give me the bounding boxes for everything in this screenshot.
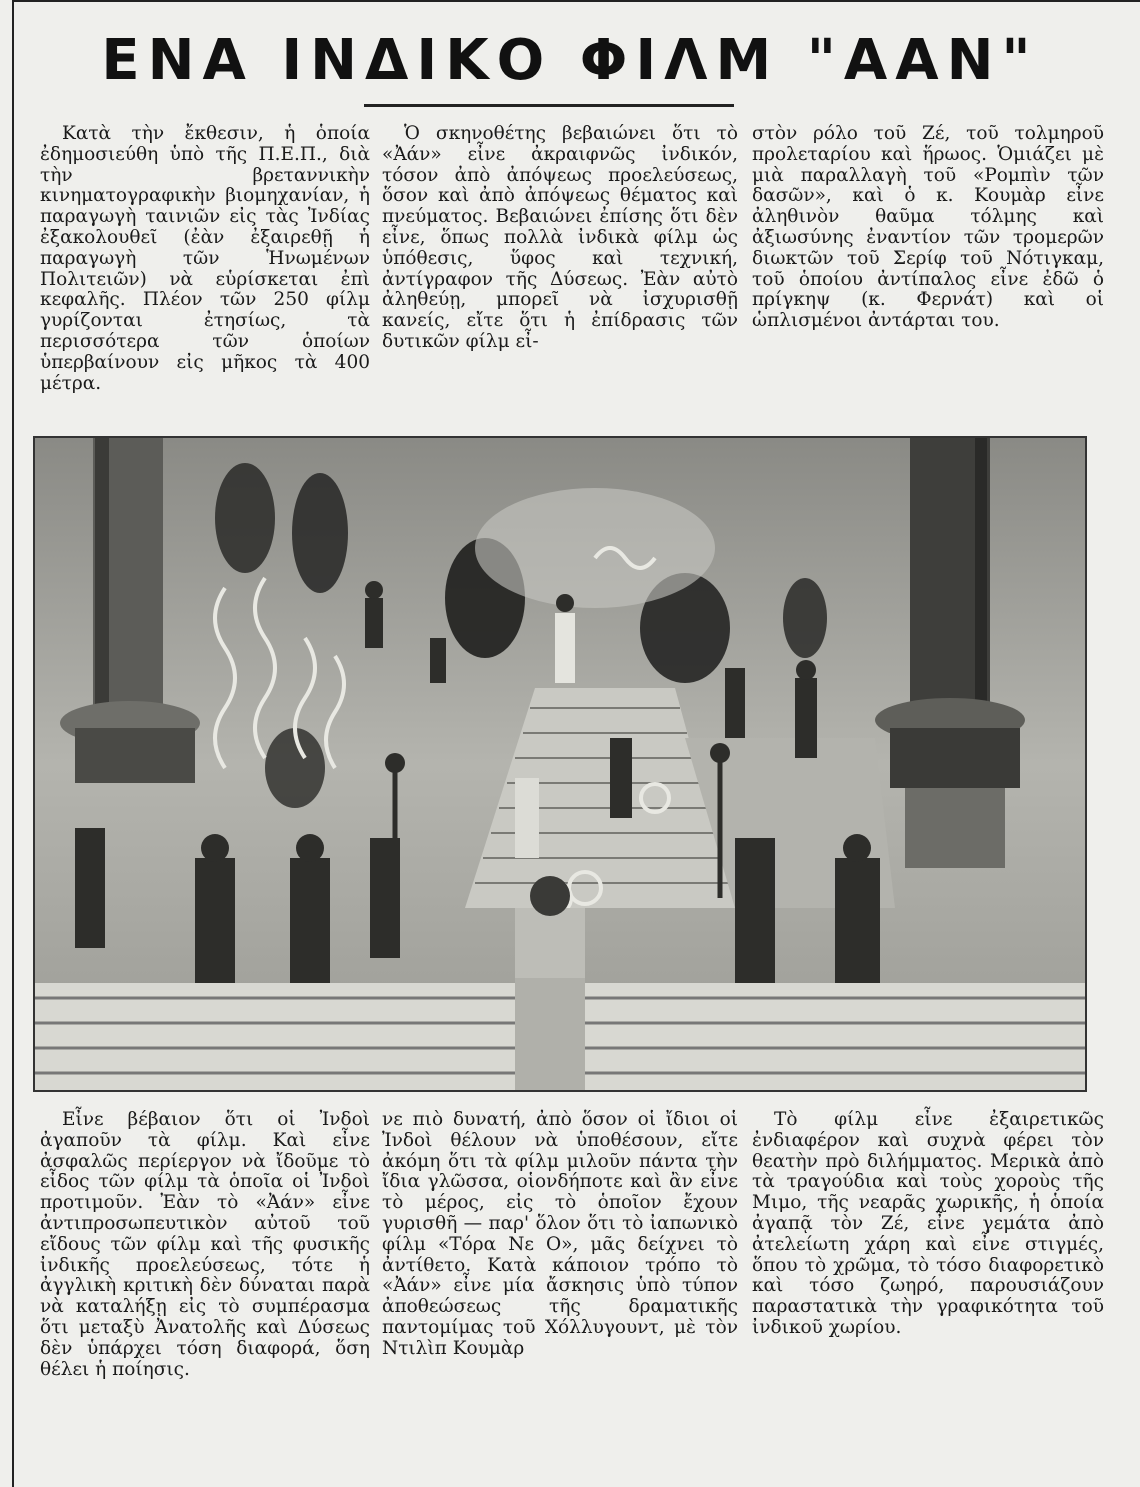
page-left-border — [12, 0, 14, 1487]
paragraph: Τὸ φίλμ εἶνε ἐξαιρετικῶς ἐνδιαφέρον καὶ συχνὰ φέρει τὸν θεατὴν πρὸ διλήμματος. Μερικὰ ἀπὸ τὰ τραγούδια καὶ τοὺς χοροὺς τῆς Μιμο, τῆς νεαρᾶς χωρικῆς, ἡ ὁποία ἀγαπᾷ τὸν Ζέ, εἶνε γεμάτα ἀπὸ ἀτελείωτη χάρη καὶ εἶνε στιγμές, ὅπου τὸ χρῶμα, τὸ τόσο διαφορετικὸ καὶ τόσο ζωηρό, παρουσιάζουν παραστατικὰ τὴν γραφικότητα τοῦ ἰνδικοῦ χωρίου. — [752, 1109, 1104, 1338]
film-still-illustration — [35, 438, 1085, 1090]
article-column-bottom-1 — [40, 1110, 370, 1380]
paragraph: Εἶνε βέβαιον ὅτι οἱ Ἰνδοὶ ἀγαποῦν τὰ φίλμ. Καὶ εἶνε ἀσφαλῶς περίεργον νὰ ἴδοῦμε τὸ εἶδος τῶν φίλμ τὰ ὁποῖα οἱ Ἰνδοὶ προτιμοῦν. Ἐὰν τὸ «Ἀάν» εἶνε ἀντιπροσωπευτικὸν αὐτοῦ τοῦ εἴδους τῶν φίλμ καὶ τῆς φυσικῆς ἰνδικῆς προελεύσεως, τότε ἡ ἀγγλικὴ κριτικὴ δὲν δύναται παρὰ νὰ καταλήξῃ εἰς τὸ συμπέρασμα ὅτι μεταξὺ Ἀνατολῆς καὶ Δύσεως δὲν ὑπάρχει τόση διαφορά, ὅση θέλει ἡ ποίησις. — [40, 1109, 370, 1380]
paragraph: νε πιὸ δυνατή, ἀπὸ ὅσον οἱ ἴδιοι οἱ Ἰνδοὶ θέλουν νὰ ὑποθέσουν, εἴτε ἀκόμη ὅτι τὰ φίλμ μιλοῦν πάντα τὴν ἴδια γλῶσσα, οἱονδήποτε καὶ ἂν εἶνε τὸ μέρος, εἰς τὸ ὁποῖον ἔχουν γυρισθῆ — παρ' ὅλον ὅτι τὸ ἰαπωνικὸ φίλμ «Τόρα Νε Ο», μᾶς δείχνει τὸ ἀντίθετο. Κατὰ κάποιον τρόπο τὸ «Ἀάν» εἶνε μία ἄσκησις ὑπὸ τύπον ἀποθεώσεως τῆς δραματικῆς παντομίμας τοῦ Χόλλυγουντ, μὲ τὸν Ντιλὶπ Κουμὰρ — [382, 1109, 738, 1359]
article-column-top-2 — [382, 124, 738, 353]
page-top-border — [12, 0, 1140, 2]
paragraph: Ὁ σκηνοθέτης βεβαιώνει ὅτι τὸ «Ἀάν» εἶνε ἀκραιφνῶς ἰνδικόν, τόσον ἀπὸ ἀπόψεως προελεύσεως, ὅσον καὶ ἀπὸ ἀπόψεως θέματος καὶ πνεύματος. Βεβαιώνει ἐπίσης ὅτι δὲν εἶνε, ὅπως πολλὰ ἰνδικὰ φίλμ ὡς ὑπόθεσις, ὕφος καὶ τεχνική, ἀντίγραφον τῆς Δύσεως. Ἐὰν αὐτὸ ἀληθεύῃ, μπορεῖ νὰ ἰσχυρισθῇ κανείς, εἴτε ὅτι ἡ ἐπίδρασις τῶν δυτικῶν φίλμ εἶ- — [382, 123, 738, 352]
article-column-top-3 — [752, 124, 1104, 332]
paragraph: Κατὰ τὴν ἔκθεσιν, ἡ ὁποία ἐδημοσιεύθη ὑπὸ τῆς Π.Ε.Π., διὰ τὴν βρεταννικὴν κινηματογραφικὴν βιομηχανίαν, ἡ παραγωγὴ ταινιῶν εἰς τὰς Ἰνδίας ἐξακολουθεῖ (ἐὰν ἐξαιρεθῇ ἡ παραγωγὴ τῶν Ἡνωμένων Πολιτειῶν) νὰ εὑρίσκεται ἐπὶ κεφαλῆς. Πλέον τῶν 250 φίλμ γυρίζονται ἐτησίως, τὰ περισσότερα τῶν ὁποίων ὑπερβαίνουν εἰς μῆκος τὰ 400 μέτρα. — [40, 123, 370, 394]
film-still-photo — [33, 436, 1087, 1092]
paragraph: στὸν ρόλο τοῦ Ζέ, τοῦ τολμηροῦ προλεταρίου καὶ ἥρωος. Ὁμιάζει μὲ μιὰ παραλλαγὴ τοῦ «Ρομπὶν τῶν δασῶν», καὶ ὁ κ. Κουμὰρ εἶνε ἀληθινὸν θαῦμα τόλμης καὶ ἀξιωσύνης ἐναντίον τῶν τρομερῶν διωκτῶν τοῦ Σερίφ τοῦ Νότιγκαμ, τοῦ ὁποίου ἀντίπαλος εἶνε ἐδῶ ὁ πρίγκηψ (κ. Φερνάτ) καὶ οἱ ὡπλισμένοι ἀντάρται του. — [752, 123, 1104, 332]
article-column-bottom-3 — [752, 1110, 1104, 1339]
headline: ΕΝΑ ΙΝΔΙΚΟ ΦΙΛΜ "ΑΑΝ" — [101, 28, 1039, 93]
headline-rule — [364, 104, 734, 107]
article-column-bottom-2 — [382, 1110, 738, 1360]
article-column-top-1 — [40, 124, 370, 394]
